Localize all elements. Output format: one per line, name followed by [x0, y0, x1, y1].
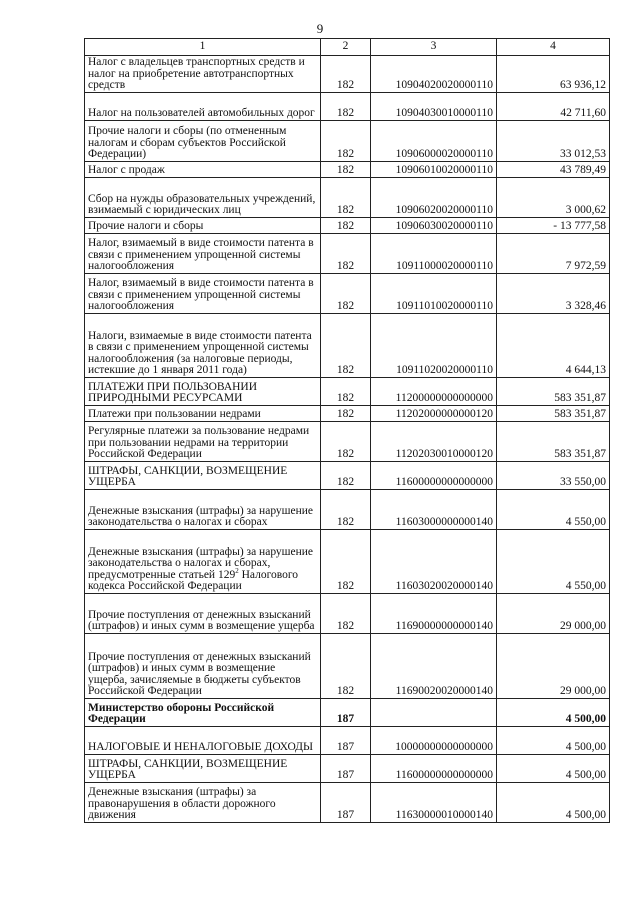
table-row: [85, 218, 610, 234]
row-name: НАЛОГОВЫЕ И НЕНАЛОГОВЫЕ ДОХОДЫ: [85, 727, 321, 755]
row-budget-code: 10000000000000000: [371, 727, 497, 755]
row-budget-code: 11630000010000140: [371, 783, 497, 823]
row-budget-code: 11690000000000140: [371, 594, 497, 634]
row-budget-code: 10911020020000110: [371, 314, 497, 378]
row-budget-code: 11202030010000120: [371, 422, 497, 462]
table-row: [85, 178, 610, 218]
row-admin-code: 187: [321, 755, 371, 783]
table-row: [85, 56, 610, 93]
row-admin-code: 187: [321, 699, 371, 727]
row-amount: 4 500,00: [497, 727, 610, 755]
row-admin-code: 182: [321, 462, 371, 490]
row-name: Прочие налоги и сборы: [85, 218, 321, 234]
table-row: [85, 378, 610, 406]
row-name-part: Денежные взыскания (штрафы) за нарушение законодательства о налогах и сборах, предусмотренные статьей 129: [88, 545, 314, 581]
table-row: [85, 234, 610, 274]
revenue-table: [84, 38, 610, 823]
row-name: Налог с владельцев транспортных средств и налог на приобретение автотранспортных средств: [85, 56, 321, 93]
row-name: ПЛАТЕЖИ ПРИ ПОЛЬЗОВАНИИ ПРИРОДНЫМИ РЕСУРСАМИ: [85, 378, 321, 406]
table-row: [85, 634, 610, 699]
table-row: [85, 121, 610, 162]
table-row: [85, 162, 610, 178]
table-header-row: [85, 39, 610, 56]
table-row: [85, 783, 610, 823]
row-name: Прочие поступления от денежных взысканий (штрафов) и иных сумм в возмещение ущерба: [85, 594, 321, 634]
row-budget-code: 10911010020000110: [371, 274, 497, 314]
row-amount: 4 500,00: [497, 699, 610, 727]
row-name: Налог с продаж: [85, 162, 321, 178]
row-name: Прочие налоги и сборы (по отмененным налогам и сборам субъектов Российской Федерации): [85, 121, 321, 162]
row-budget-code: 11603000000000140: [371, 490, 497, 530]
row-admin-code: 182: [321, 314, 371, 378]
row-amount: 7 972,59: [497, 234, 610, 274]
row-amount: 33 012,53: [497, 121, 610, 162]
row-budget-code: 11600000000000000: [371, 462, 497, 490]
page-number: 9: [316, 21, 324, 36]
row-budget-code: 11690020020000140: [371, 634, 497, 699]
header-col-2: 2: [321, 39, 371, 56]
row-budget-code: 11200000000000000: [371, 378, 497, 406]
row-name: Министерство обороны Российской Федерации: [85, 699, 321, 727]
row-amount: 29 000,00: [497, 594, 610, 634]
row-admin-code: 182: [321, 178, 371, 218]
row-admin-code: 182: [321, 121, 371, 162]
row-amount: 4 644,13: [497, 314, 610, 378]
row-budget-code: 11603020020000140: [371, 530, 497, 594]
row-name: ШТРАФЫ, САНКЦИИ, ВОЗМЕЩЕНИЕ УЩЕРБА: [85, 462, 321, 490]
row-name: Налог, взимаемый в виде стоимости патента в связи с применением упрощенной системы налогообложения: [85, 274, 321, 314]
row-name: Налог на пользователей автомобильных дорог: [85, 93, 321, 121]
row-amount: 33 550,00: [497, 462, 610, 490]
row-budget-code: 10906020020000110: [371, 178, 497, 218]
header-col-1: 1: [85, 39, 321, 56]
row-amount: 4 500,00: [497, 755, 610, 783]
row-amount: 583 351,87: [497, 422, 610, 462]
row-admin-code: 182: [321, 634, 371, 699]
table-row: [85, 755, 610, 783]
row-name: Налоги, взимаемые в виде стоимости патента в связи с применением упрощенной системы налогообложения (за налоговые периоды, истекшие до 1 января 2011 года): [85, 314, 321, 378]
row-admin-code: 182: [321, 594, 371, 634]
row-name-part: Налогового кодекса Российской Федерации: [88, 568, 299, 593]
row-name: Прочие поступления от денежных взысканий (штрафов) и иных сумм в возмещение ущерба, зачисляемые в бюджеты субъектов Российской Федерации: [85, 634, 321, 699]
row-amount: 42 711,60: [497, 93, 610, 121]
row-amount: 4 500,00: [497, 783, 610, 823]
row-name: Платежи при пользовании недрами: [85, 406, 321, 422]
table-row: [85, 462, 610, 490]
row-admin-code: 182: [321, 530, 371, 594]
row-budget-code: [371, 699, 497, 727]
row-amount: 583 351,87: [497, 406, 610, 422]
row-name: Налог, взимаемый в виде стоимости патента в связи с применением упрощенной системы налогообложения: [85, 234, 321, 274]
table-row: [85, 93, 610, 121]
row-admin-code: 182: [321, 422, 371, 462]
row-budget-code: 11202000000000120: [371, 406, 497, 422]
header-col-3: 3: [371, 39, 497, 56]
row-admin-code: 182: [321, 274, 371, 314]
row-admin-code: 182: [321, 406, 371, 422]
row-budget-code: 10904020020000110: [371, 56, 497, 93]
article-superscript: 2: [235, 566, 239, 575]
table-row: [85, 422, 610, 462]
row-budget-code: 10906030020000110: [371, 218, 497, 234]
row-budget-code: 10906010020000110: [371, 162, 497, 178]
table-row: [85, 274, 610, 314]
table-row: [85, 406, 610, 422]
row-amount: 29 000,00: [497, 634, 610, 699]
row-admin-code: 187: [321, 783, 371, 823]
row-budget-code: 10911000020000110: [371, 234, 497, 274]
row-name: ШТРАФЫ, САНКЦИИ, ВОЗМЕЩЕНИЕ УЩЕРБА: [85, 755, 321, 783]
row-amount: 3 000,62: [497, 178, 610, 218]
row-budget-code: 11600000000000000: [371, 755, 497, 783]
row-admin-code: 182: [321, 218, 371, 234]
row-admin-code: 182: [321, 490, 371, 530]
row-budget-code: 10906000020000110: [371, 121, 497, 162]
row-admin-code: 182: [321, 378, 371, 406]
row-name: [85, 530, 321, 594]
table-row: [85, 594, 610, 634]
row-name: Денежные взыскания (штрафы) за нарушение законодательства о налогах и сборах: [85, 490, 321, 530]
row-amount: 43 789,49: [497, 162, 610, 178]
row-admin-code: 182: [321, 56, 371, 93]
header-col-4: 4: [497, 39, 610, 56]
row-name: Сбор на нужды образовательных учреждений, взимаемый с юридических лиц: [85, 178, 321, 218]
row-admin-code: 182: [321, 162, 371, 178]
row-budget-code: 10904030010000110: [371, 93, 497, 121]
row-admin-code: 182: [321, 93, 371, 121]
row-amount: 4 550,00: [497, 490, 610, 530]
row-admin-code: 187: [321, 727, 371, 755]
row-name: Денежные взыскания (штрафы) за правонарушения в области дорожного движения: [85, 783, 321, 823]
row-name: Регулярные платежи за пользование недрами при пользовании недрами на территории Российской Федерации: [85, 422, 321, 462]
table-row: [85, 530, 610, 594]
table-row-ministry: [85, 699, 610, 727]
row-amount: 63 936,12: [497, 56, 610, 93]
row-admin-code: 182: [321, 234, 371, 274]
row-amount: 4 550,00: [497, 530, 610, 594]
row-amount: 583 351,87: [497, 378, 610, 406]
table-row: [85, 490, 610, 530]
row-amount: - 13 777,58: [497, 218, 610, 234]
row-amount: 3 328,46: [497, 274, 610, 314]
table-row: [85, 727, 610, 755]
table-row: [85, 314, 610, 378]
